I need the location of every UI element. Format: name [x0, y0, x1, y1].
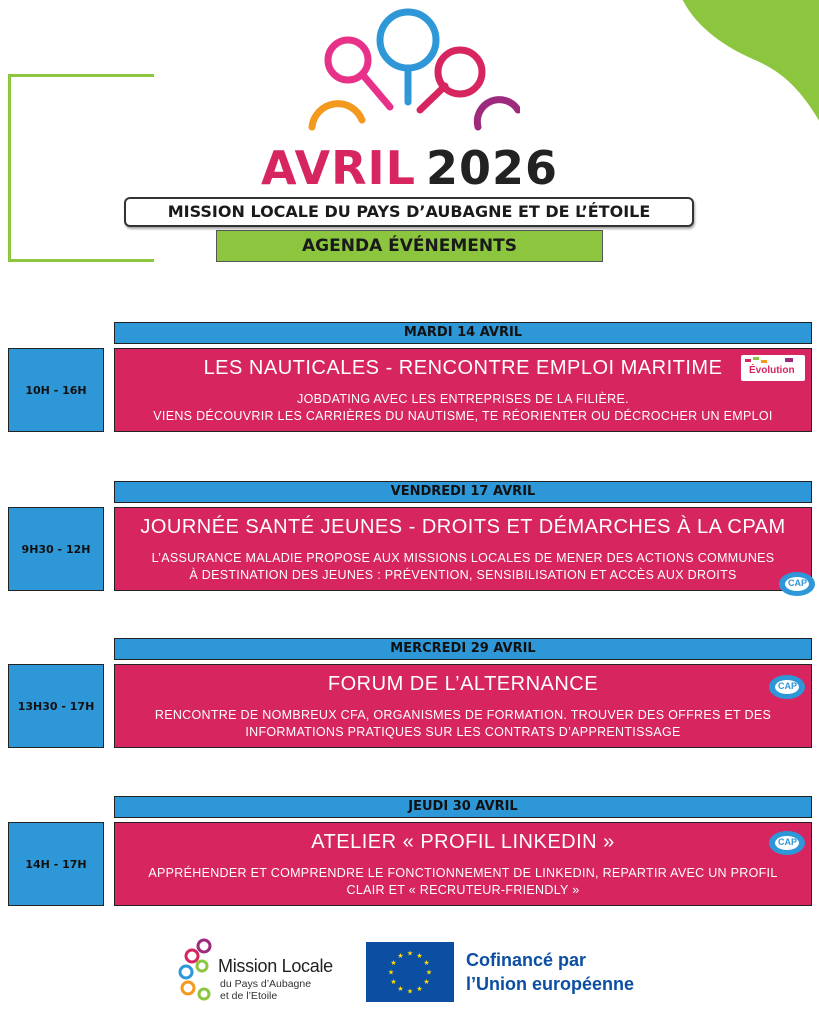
cap-logo-icon: [777, 570, 817, 598]
event-4-date: JEUDI 30 AVRIL: [114, 796, 812, 818]
event-3-date: MERCREDI 29 AVRIL: [114, 638, 812, 660]
event-1-date: MARDI 14 AVRIL: [114, 322, 812, 344]
green-blob-decoration: [660, 0, 819, 150]
event-4-description: [125, 865, 801, 899]
cap-logo-text: CAP: [788, 578, 808, 588]
eu-star-icon: ★: [416, 984, 423, 993]
footer-mission-locale-sub: [220, 978, 311, 1002]
eu-text-line-1: Cofinancé par: [466, 950, 587, 970]
event-1-desc-line-2: VIENS DÉCOUVRIR LES CARRIÈRES DU NAUTISME, TE RÉORIENTER OU DÉCROCHER UN EMPLOI: [153, 409, 773, 423]
event-2-card: [114, 507, 812, 591]
cap-logo-text: CAP: [778, 681, 798, 691]
agenda-label: AGENDA ÉVÉNEMENTS: [216, 230, 603, 262]
eu-star-icon: ★: [423, 978, 430, 986]
footer-mission-locale-name: Mission Locale: [218, 956, 333, 976]
eu-cofinance-text: [466, 948, 634, 996]
eu-star-icon: ★: [390, 959, 397, 967]
cap-logo-icon: [767, 673, 807, 701]
event-2-title: JOURNÉE SANTÉ JEUNES - DROITS ET DÉMARCHES À LA CPAM: [140, 516, 786, 538]
event-4-desc-line-2: CLAIR ET « RECRUTEUR-FRIENDLY »: [346, 883, 580, 897]
footer-sub-line-1: du Pays d’Aubagne: [220, 978, 312, 990]
event-2-time: 9H30 - 12H: [8, 507, 104, 591]
eu-star-icon: ★: [416, 952, 423, 961]
event-1-time: 10H - 16H: [8, 348, 104, 432]
eu-star-icon: ★: [425, 968, 433, 977]
event-2-desc-line-2: À DESTINATION DES JEUNES : PRÉVENTION, SENSIBILISATION ET ACCÈS AUX DROITS: [189, 568, 737, 582]
event-1-description: [125, 391, 801, 425]
event-3-desc-line-1: RENCONTRE DE NOMBREUX CFA, ORGANISMES DE FORMATION. TROUVER DES OFFRES ET DES: [154, 708, 772, 722]
eu-flag-icon: [366, 942, 454, 1002]
event-2-date: VENDREDI 17 AVRIL: [114, 481, 812, 503]
eu-star-icon: ★: [406, 949, 414, 958]
event-2-desc-line-1: L’ASSURANCE MALADIE PROPOSE AUX MISSIONS LOCALES DE MENER DES ACTIONS COMMUNES: [151, 551, 775, 565]
cap-logo-text: CAP: [778, 837, 798, 847]
event-4-card: [114, 822, 812, 906]
mission-locale-logo-icon: [300, 2, 520, 132]
event-3-title: FORUM DE L’ALTERNANCE: [327, 673, 599, 695]
eu-star-icon: ★: [397, 952, 404, 961]
event-4-title: ATELIER « PROFIL LINKEDIN »: [311, 831, 615, 853]
title-month: AVRIL: [261, 141, 416, 195]
eu-star-icon: ★: [397, 984, 404, 993]
event-4-desc-line-1: APPRÉHENDER ET COMPRENDRE LE FONCTIONNEMENT DE LINKEDIN, REPARTIR AVEC UN PROFIL: [148, 866, 778, 880]
event-2-description: [125, 550, 801, 584]
eu-star-icon: ★: [406, 987, 414, 996]
event-3-description: [125, 707, 801, 741]
evolution-logo-icon: [741, 355, 805, 381]
evolution-logo-text: Évolution: [749, 365, 795, 376]
event-1-desc-line-1: JOBDATING AVEC LES ENTREPRISES DE LA FILIÈRE.: [297, 392, 629, 406]
eu-star-icon: ★: [390, 978, 397, 986]
mission-locale-footer-logo-icon: [176, 936, 220, 1006]
eu-star-icon: ★: [387, 968, 395, 977]
cap-logo-icon: [767, 829, 807, 857]
event-1-card: [114, 348, 812, 432]
event-3-time: 13H30 - 17H: [8, 664, 104, 748]
event-3-desc-line-2: INFORMATIONS PRATIQUES SUR LES CONTRATS D’APPRENTISSAGE: [245, 725, 681, 739]
eu-text-line-2: l’Union européenne: [466, 974, 635, 994]
event-4-time: 14H - 17H: [8, 822, 104, 906]
event-1-title: LES NAUTICALES - RENCONTRE EMPLOI MARITIME: [203, 357, 723, 379]
title-year: 2026: [425, 141, 558, 195]
page-title: [0, 138, 819, 198]
footer-sub-line-2: et de l’Etoile: [220, 990, 278, 1002]
event-3-card: [114, 664, 812, 748]
eu-star-icon: ★: [423, 959, 430, 967]
organization-banner: MISSION LOCALE DU PAYS D’AUBAGNE ET DE L’ÉTOILE: [124, 197, 694, 227]
